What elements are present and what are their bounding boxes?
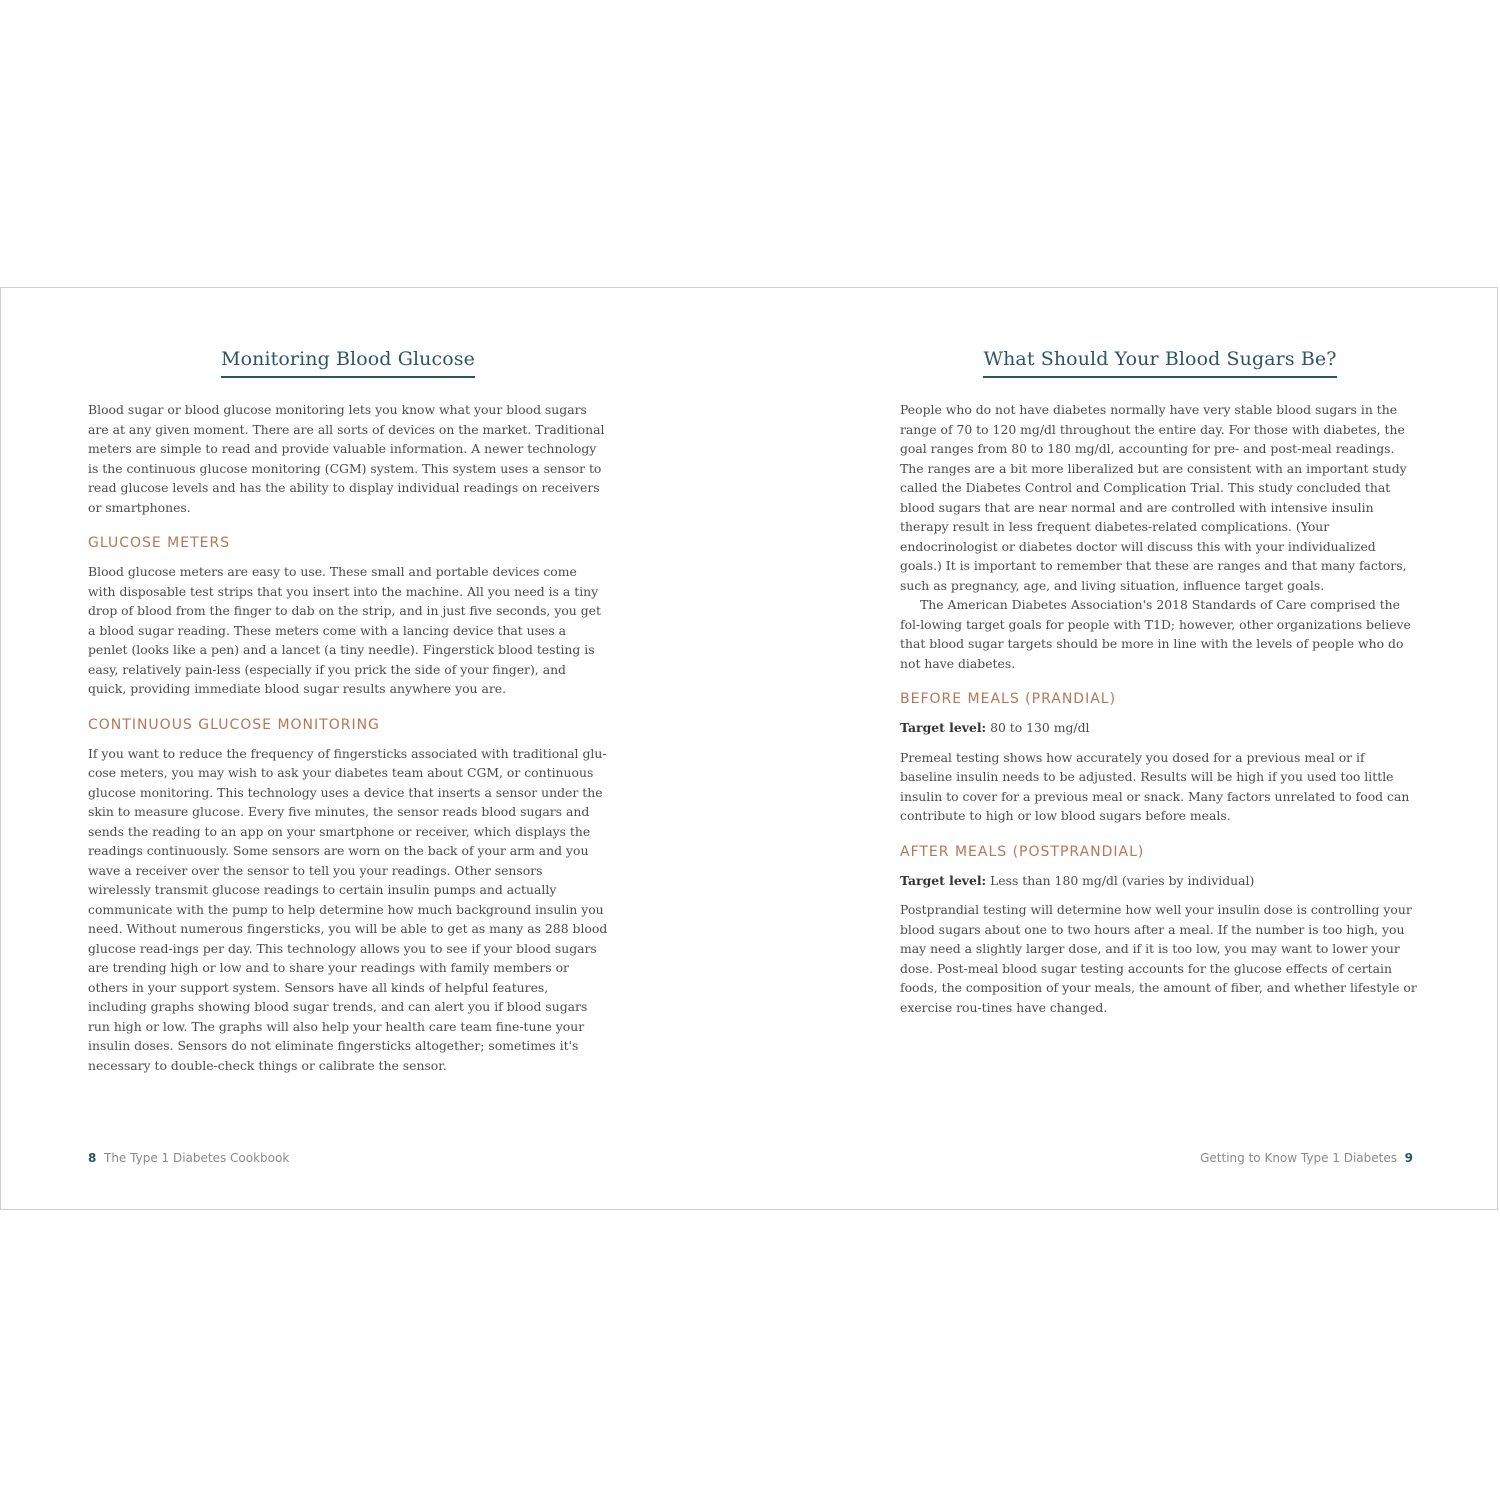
page-number: 8	[88, 1151, 97, 1165]
chapter-title: Getting to Know Type 1 Diabetes	[1200, 1151, 1397, 1165]
target-level-after-meals	[900, 871, 1420, 891]
right-page	[750, 288, 1499, 1211]
after-meals-paragraph: Postprandial testing will determine how well your insulin dose is controlling your blood sugars about one to two hours after a meal. If the number is too high, you may need a slightly larger dose, and if it is too low, you may want to lower your dose. Post-meal blood sugar testing accounts for the glucose effects of certain foods, the composition of your meals, the amount of fiber, and whether lifestyle or exercise rou-tines have changed.	[900, 902, 1417, 1015]
target-label: Target level:	[900, 872, 987, 888]
target-level-before-meals	[900, 718, 1420, 738]
book-title: The Type 1 Diabetes Cookbook	[104, 1151, 290, 1165]
page-number: 9	[1404, 1151, 1413, 1165]
intro-paragraph: Blood sugar or blood glucose monitoring lets you know what your blood sugars are at any given moment. There are all sorts of devices on the market. Traditional meters are simple to read and provide valuable information. A newer technology is the continuous glucose monitoring (CGM) system. This system uses a sensor to read glucose levels and has the ability to display individual readings on receivers or smartphones.	[88, 402, 605, 515]
section-heading-cgm: CONTINUOUS GLUCOSE MONITORING	[88, 716, 380, 733]
target-label: Target level:	[900, 720, 987, 735]
left-page	[1, 288, 750, 1211]
section-heading-after-meals: AFTER MEALS (POSTPRANDIAL)	[900, 843, 1145, 860]
target-value: 80 to 130 mg/dl	[986, 720, 1090, 735]
cgm-paragraph: If you want to reduce the frequency of fingersticks associated with traditional glu-cose meters, you may wish to ask your diabetes team about CGM, or continuous glucose monitoring. This technology uses a device that inserts a sensor under the skin to measure glucose. Every five minutes, the sensor reads blood sugars and sends the reading to an app on your smartphone or receiver, which displays the readings continuously. Some sensors are worn on the back of your arm and you wave a receiver over the sensor to tell you your readings. Other sensors wirelessly transmit glucose readings to certain insulin pumps and actually communicate with the pump to help determine how much background insulin you need. Without numerous fingersticks, you will be able to get as many as 288 blood glucose read-ings per day. This technology allows you to see if your blood sugars are trending high or low and to share your readings with family members or others in your support system. Sensors have all kinds of helpful features, including graphs showing blood sugar trends, and can alert you if blood sugars run high or low. The graphs will also help your health care team fine-tune your insulin doses. Sensors do not eliminate fingersticks altogether; sometimes it's necessary to double-check things or calibrate the sensor.	[88, 745, 608, 1073]
right-column	[900, 348, 1420, 1017]
page-title: What Should Your Blood Sugars Be?	[983, 348, 1336, 378]
before-meals-paragraph: Premeal testing shows how accurately you dosed for a previous meal or if baseline insulin needs to be adjusted. Results will be high if you used too little insulin to cover for a previous meal or snack. Many factors unrelated to food can contribute to high or low blood sugars before meals.	[900, 749, 1410, 823]
page-title: Monitoring Blood Glucose	[221, 348, 475, 378]
book-spread	[0, 287, 1498, 1210]
section-heading-before-meals: BEFORE MEALS (PRANDIAL)	[900, 691, 1117, 707]
right-footer	[1200, 1151, 1413, 1165]
section-heading-glucose-meters: GLUCOSE METERS	[88, 535, 231, 551]
intro-paragraph: People who do not have diabetes normally have very stable blood sugars in the range of 70 to 120 mg/dl throughout the entire day. For those with diabetes, the goal ranges from 80 to 180 mg/dl, accounting for pre- and post-meal readings. The ranges are a bit more liberalized but are consistent with an important study called the Diabetes Control and Complication Trial. This study concluded that blood sugars that are near normal and are controlled with intensive insulin therapy result in less frequent diabetes-related complications. (Your endocrinologist or diabetes doctor will discuss this with your individualized goals.) It is important to remember that these are ranges and that many factors, such as pregnancy, age, and living situation, influence target goals.	[900, 402, 1407, 593]
glucose-meters-paragraph: Blood glucose meters are easy to use. These small and portable devices come with disposable test strips that you insert into the machine. All you need is a tiny drop of blood from the finger to dab on the strip, and in just five seconds, you get a blood sugar reading. These meters come with a lancing device that uses a penlet (looks like a pen) and a lancet (a tiny needle). Fingerstick blood testing is easy, relatively pain-less (especially if you prick the side of your finger), and quick, providing immediate blood sugar results anywhere you are.	[88, 564, 601, 696]
left-footer	[88, 1151, 289, 1165]
target-value: Less than 180 mg/dl (varies by individual)	[986, 872, 1255, 888]
standards-paragraph: The American Diabetes Association's 2018 Standards of Care comprised the fol-lowing target goals for people with T1D; however, other organizations believe that blood sugar targets should be more in line with the levels of people who do not have diabetes.	[900, 597, 1411, 671]
left-column	[88, 348, 608, 1075]
